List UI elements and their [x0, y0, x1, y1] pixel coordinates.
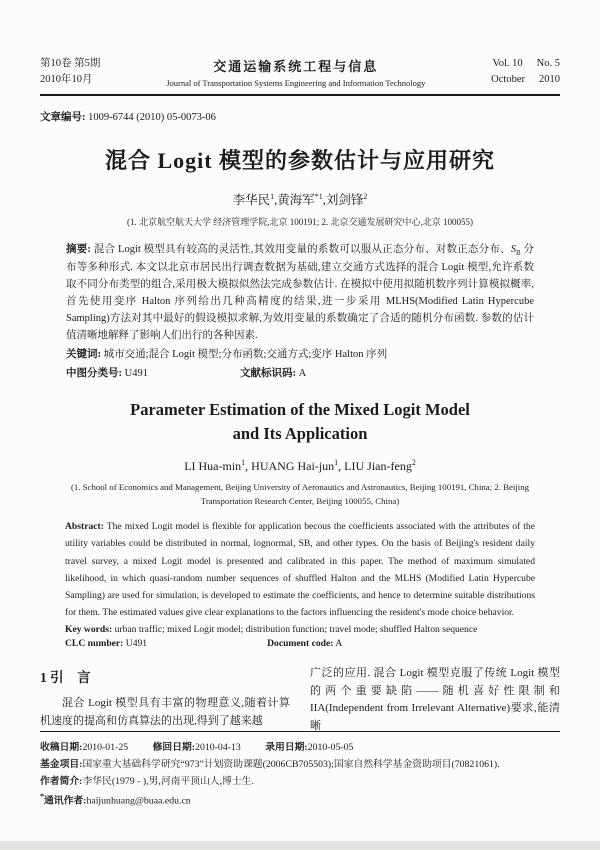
abstract-en-label: Abstract: [65, 521, 104, 533]
author-cn-3: ,刘剑锋 [322, 193, 364, 207]
doccode-en-pair [267, 638, 342, 649]
authors-cn [40, 190, 560, 208]
abstract-en-text: The mixed Logit model is flexible for application becous the coefficients associated with the attributes of the utility variables could be distributed in normal, lognormal, SB, and other types. On the basis of Beijing's resident daily travel survey, a mixed Logit model is presented and calibrated in this paper. The method of maximum simulated likelihood, in which quasi-random number sequences of shuffled Halton and the MLHS (Modified Latin Hypercube Sampling) are used for simulation, is developed to estimate the coefficients, and hence to determine suitable distributions for them. The estimated values give clear explanations to the factors influencing the resident's mode choice behavior. [65, 521, 535, 618]
article-number-value: 1009-6744 (2010) 05-0073-06 [88, 112, 216, 123]
clc-en-value: U491 [125, 637, 148, 649]
intro-paragraph-right: 广泛的应用. 混合 Logit 模型克服了传统 Logit 模型的两个重要缺陷——随机喜好性限制和 IIA(Independent from Irrelevant Alternative)要求,能清晰 [310, 666, 560, 733]
author-en-2: , HUANG Hai-jun [245, 459, 335, 474]
intro-paragraph-left: 混合 Logit 模型具有丰富的物理意义,随着计算机速度的提高和仿真算法的出现,得到了越来越 [40, 696, 290, 727]
keywords-en-label: Key words: [65, 623, 113, 635]
volume-en: Vol. 10 [492, 58, 523, 69]
header-vol-block [491, 56, 560, 88]
clc-en-label: CLC number: [65, 637, 124, 649]
author-en-3-sup: 2 [411, 458, 416, 468]
abstract-cn-label: 摘要: [66, 244, 91, 255]
author-cn-2-sup: *1 [314, 191, 323, 201]
keywords-cn-value: 城市交通;混合 Logit 模型;分布函数;交通方式;变序 Halton 序列 [103, 349, 388, 361]
abstract-en [65, 518, 535, 620]
journal-title-cn: 交通运输系统工程与信息 [213, 59, 379, 74]
footnote-block [40, 731, 560, 810]
header-journal-block [100, 56, 491, 88]
author-en-3: , LIU Jian-feng [338, 459, 412, 474]
author-cn-1-sup: 1 [270, 191, 275, 201]
keywords-cn-line [66, 346, 534, 363]
journal-header [40, 56, 560, 96]
author-en-1: LI Hua-min [184, 459, 242, 474]
affiliation-en: (1. School of Economics and Management, Beijing University of Aeronautics and Astronautics, Beijing 100191, China; 2. Beijing Transportation Research Center, Beijing 100055, China) [70, 482, 530, 507]
author-cn-1: 李华民 [232, 193, 271, 207]
keywords-en-value: urban traffic; mixed Logit model; distribution function; travel mode; shuffled Halton sequence [114, 623, 478, 635]
header-issue-block [40, 56, 100, 88]
keywords-cn-label: 关键词: [66, 349, 101, 361]
accepted-date: 录用日期:2010-05-05 [265, 742, 354, 753]
keywords-en-line [65, 621, 535, 638]
revised-date: 修回日期:2010-04-13 [152, 742, 241, 753]
clc-cn-pair [66, 365, 148, 380]
clc-cn-label: 中图分类号: [66, 368, 122, 380]
month-en: October [491, 73, 525, 85]
footnote-author-bio: 作者简介:李华民(1979 - ),男,河南平顶山人,博士生. [40, 776, 254, 788]
clc-cn-line [66, 365, 534, 380]
scan-edge-shadow [0, 841, 600, 850]
footnote-dates [40, 739, 560, 756]
clc-en-pair [65, 638, 147, 649]
date-cn: 2010年10月 [40, 73, 93, 85]
sb-distribution-symbol: $S_B$ [510, 244, 521, 258]
intro-column-right [310, 665, 560, 736]
abstract-cn [66, 241, 534, 344]
volume-issue-cn: 第10卷 第5期 [40, 58, 101, 69]
section-heading-1: 1 引 言 [40, 669, 91, 685]
doccode-cn-value: A [298, 368, 307, 380]
paper-title-en-line1: Parameter Estimation of the Mixed Logit Model [130, 400, 470, 420]
abstract-cn-part1: 混合 Logit 模型具有较高的灵活性,其效用变量的系数可以服从正态分布、对数正态分布、 [93, 244, 511, 255]
clc-en-line [65, 638, 535, 649]
doccode-cn-label: 文献标识码: [239, 368, 296, 380]
footnote-corresponding-author: *通讯作者:haijunhuang@buaa.edu.cn [40, 792, 191, 807]
intro-section [40, 665, 560, 736]
author-en-2-sup: 1 [334, 458, 339, 468]
author-cn-3-sup: 2 [363, 191, 368, 201]
journal-title-en: Journal of Transportation Systems Engineering and Information Technology [166, 78, 426, 88]
clc-cn-value: U491 [124, 368, 148, 380]
author-en-1-sup: 1 [241, 458, 246, 468]
paper-title-en [40, 398, 560, 446]
corresponding-star: * [40, 792, 44, 802]
footnote-fund: 基金项目:国家重大基础科学研究“973”计划资助课题(2006CB705503);国家自然科学基金资助项目(70821061). [40, 759, 500, 771]
authors-en [40, 458, 560, 474]
paper-title-en-line2: and Its Application [232, 424, 368, 444]
doccode-en-label: Document code: [267, 637, 334, 649]
issue-en: No. 5 [536, 58, 560, 69]
paper-title-cn: 混合 Logit 模型的参数估计与应用研究 [104, 148, 496, 173]
doccode-cn-pair [240, 365, 306, 380]
corresponding-email: haijunhuang@buaa.edu.cn [86, 795, 191, 807]
abstract-cn-part2: 分布等多种形式. 本文以北京市居民出行调查数据为基础,建立交通方式选择的混合 Logit 模型,允许系数取不同分布类型的组合,采用极大模拟似然法完成参数估计. 在模拟中使用拟随机数序列计算模拟概率,首先使用变序 Halton 序列给出几种高精度的结果,进一步采用 MLHS(Modified Latin Hypercube Sampling)方法对其中最好的假设模拟求解,为效用变量的系数确定了合适的随机分布函数. 参数的估计值清晰地解释了影响人们出行的各种因素. [66, 244, 535, 342]
author-cn-2: ,黄海军 [274, 193, 315, 207]
article-number-line [40, 109, 560, 124]
doccode-en-value: A [335, 637, 343, 649]
article-number-label: 文章编号: [40, 112, 86, 123]
year-en: 2010 [539, 73, 560, 85]
affiliation-cn: (1. 北京航空航天大学 经济管理学院,北京 100191; 2. 北京交通发展研究中心,北京 100055) [127, 217, 473, 227]
received-date: 收稿日期:2010-01-25 [40, 742, 129, 753]
intro-column-left [40, 665, 290, 736]
